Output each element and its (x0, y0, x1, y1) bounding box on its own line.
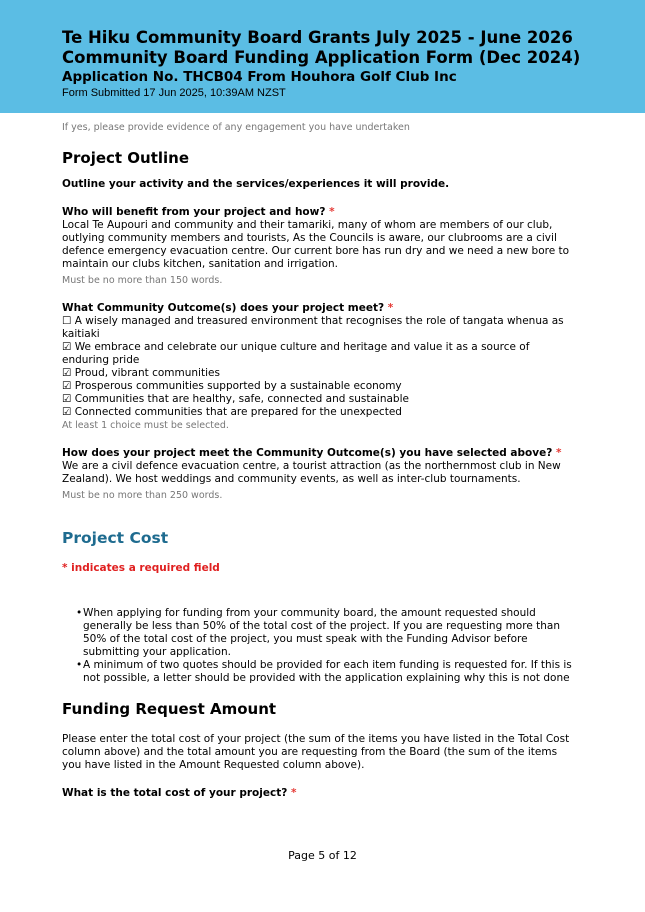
how-meet-field (62, 447, 572, 502)
outcomes-options (62, 315, 572, 419)
checkbox-empty-icon: ☐ (62, 315, 72, 327)
engagement-hint: If yes, please provide evidence of any engagement you have undertaken (62, 122, 410, 133)
how-meet-answer: We are a civil defence evacuation centre, a tourist attraction (as the northernmost club in New Zealand). We host weddings and community events, as well as inter-club tournaments. (62, 460, 561, 485)
outcome-option-label: Connected communities that are prepared for the unexpected (74, 406, 402, 418)
outcome-option (62, 367, 572, 380)
funding-request-heading: Funding Request Amount (62, 700, 277, 718)
outcome-option (62, 393, 572, 406)
total-cost-question-text: What is the total cost of your project? (62, 787, 288, 799)
required-field-note: * indicates a required field (62, 562, 220, 574)
project-cost-heading: Project Cost (62, 529, 169, 547)
outcome-option-label: Proud, vibrant communities (74, 367, 220, 379)
total-cost-question (62, 787, 572, 800)
outcomes-question-text: What Community Outcome(s) does your project meet? (62, 302, 385, 314)
outcomes-question (62, 302, 572, 315)
checkbox-checked-icon: ☑ (62, 406, 72, 418)
submitted-timestamp: Form Submitted 17 Jun 2025, 10:39AM NZST (62, 87, 286, 99)
form-title-line1: Te Hiku Community Board Grants July 2025 - June 2026 (62, 28, 573, 47)
checkbox-checked-icon: ☑ (62, 367, 72, 379)
application-number: Application No. THCB04 From Houhora Golf Club Inc (62, 69, 457, 85)
how-meet-question-text: How does your project meet the Community Outcome(s) you have selected above? (62, 447, 553, 459)
how-meet-question (62, 447, 572, 460)
outline-intro: Outline your activity and the services/experiences it will provide. (62, 178, 450, 190)
outcome-option-label: A wisely managed and treasured environment that recognises the role of tangata whenua as kaitiaki (62, 315, 564, 340)
required-marker: * (329, 206, 335, 218)
form-header (0, 0, 645, 113)
funding-request-intro: Please enter the total cost of your project (the sum of the items you have listed in the Total Cost column above) and the total amount you are requesting from the Board (the sum of the items you have listed in the Amount Requested column above). (62, 733, 570, 771)
outcome-option-label: Prosperous communities supported by a sustainable economy (74, 380, 402, 392)
page-number: Page 5 of 12 (288, 849, 357, 862)
outcome-option (62, 406, 572, 419)
beneficiaries-field (62, 206, 572, 287)
outcome-option (62, 315, 572, 341)
cost-guidance-item: • A minimum of two quotes should be provided for each item funding is requested for. If this is not possible, a letter should be provided with the application explaining why this is not done (83, 659, 572, 685)
outcome-option-label: We embrace and celebrate our unique culture and heritage and value it as a source of enduring pride (62, 341, 530, 366)
project-outline-heading: Project Outline (62, 149, 190, 167)
outcome-option (62, 380, 572, 393)
beneficiaries-question (62, 206, 572, 219)
beneficiaries-answer: Local Te Aupouri and community and their tamariki, many of whom are members of our club, outlying community members and tourists, As the Councils is aware, our clubrooms are a civil defence emergency evacuation centre. Our current bore has run dry and we need a new bore to maintain our clubs kitchen, sanitation and irrigation. (62, 219, 570, 270)
outcome-option-label: Communities that are healthy, safe, connected and sustainable (74, 393, 409, 405)
required-marker: * (290, 787, 297, 799)
cost-guidance-item: • When applying for funding from your community board, the amount requested should generally be less than 50% of the total cost of the project. If you are requesting more than 50% of the total cost of the project, you must speak with the Funding Advisor before submitting your application. (83, 607, 572, 659)
checkbox-checked-icon: ☑ (62, 341, 72, 353)
beneficiaries-question-text: Who will benefit from your project and how? (62, 206, 326, 218)
checkbox-checked-icon: ☑ (62, 393, 72, 405)
required-marker: * (555, 447, 562, 459)
how-meet-hint: Must be no more than 250 words. (62, 490, 223, 501)
outcomes-hint: At least 1 choice must be selected. (62, 420, 229, 431)
required-marker: * (387, 302, 394, 314)
checkbox-checked-icon: ☑ (62, 380, 72, 392)
beneficiaries-hint: Must be no more than 150 words. (62, 275, 223, 286)
outcomes-field (62, 302, 572, 432)
form-content (62, 121, 572, 800)
outcome-option (62, 341, 572, 367)
cost-guidance-list (62, 607, 572, 685)
form-title-line2: Community Board Funding Application Form (Dec 2024) (62, 48, 581, 67)
